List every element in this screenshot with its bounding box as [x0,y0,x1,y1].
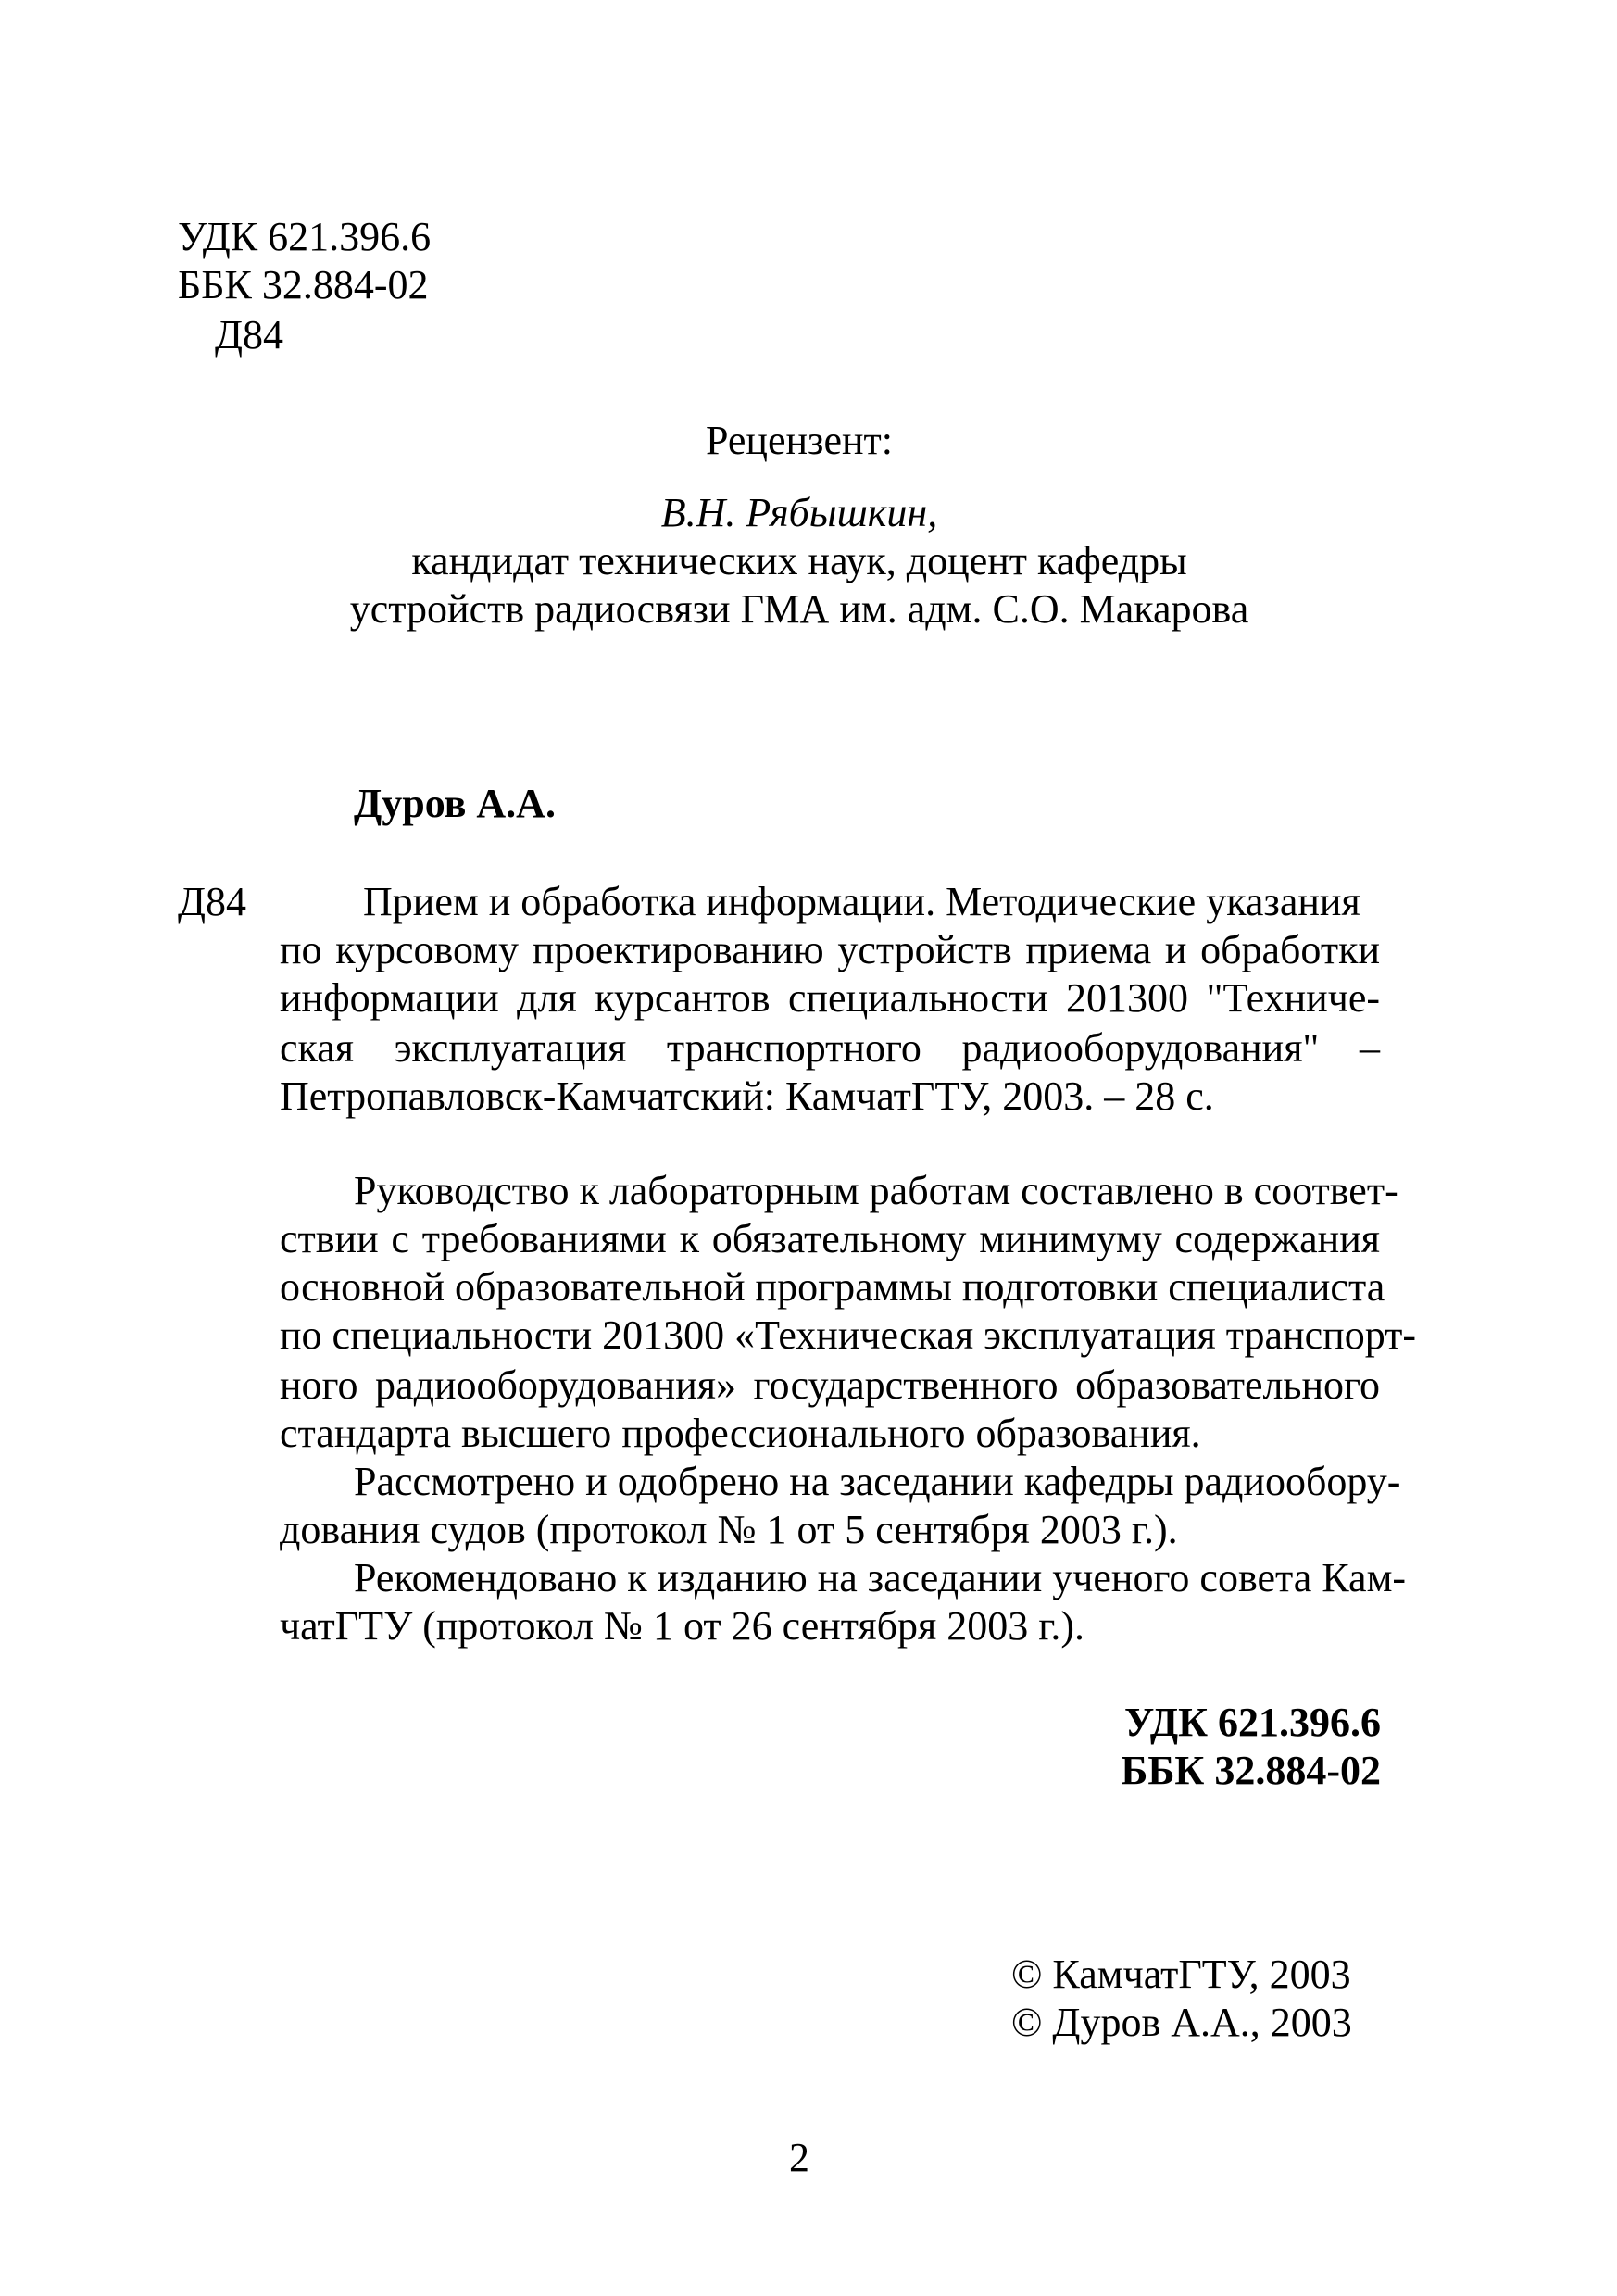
abstract-line: Рассмотрено и одобрено на заседании кафедры радиообору- [354,1459,1401,1504]
abstract-line: Руководство к лабораторным работам составлено в соответ- [354,1168,1398,1213]
abstract-line: ствии с требованиями к обязательному минимуму содержания [280,1216,1380,1261]
reviewer-line2: устройств радиосвязи ГМА им. адм. С.О. Макарова [349,586,1249,632]
header-bbk: ББК 32.884-02 [178,262,429,307]
bib-code: Д84 [178,879,247,924]
abstract-line: по специальности 201300 «Техническая эксплуатация транспорт- [280,1312,1416,1358]
bib-line: по курсовому проектированию устройств приема и обработки [280,927,1380,972]
bib-line: информации для курсантов специальности 201300 "Техниче- [280,975,1380,1021]
page-number: 2 [789,2135,809,2180]
header-code: Д84 [215,312,284,358]
reviewer-heading: Рецензент: [706,418,893,463]
abstract-line: ного радиооборудования» государственного образовательного [280,1362,1380,1408]
author-name: Дуров А.А. [354,781,556,826]
bib-line: Прием и обработка информации. Методические указания [363,879,1360,924]
abstract-line: основной образовательной программы подготовки специалиста [280,1264,1385,1310]
abstract-line: Рекомендовано к изданию на заседании ученого совета Кам- [354,1555,1407,1600]
reviewer-name: В.Н. Рябышкин, [660,490,938,535]
bib-line: Петропавловск-Камчатский: КамчатГТУ, 2003. – 28 с. [280,1073,1214,1119]
abstract-line: чатГТУ (протокол № 1 от 26 сентября 2003 г.). [280,1603,1085,1649]
classification-udk: УДК 621.396.6 [1123,1700,1381,1745]
bib-line: ская эксплуатация транспортного радиооборудования" – [280,1025,1380,1071]
reviewer-line1: кандидат технических наук, доцент кафедры [411,538,1187,583]
abstract-line: дования судов (протокол № 1 от 5 сентября 2003 г.). [280,1507,1178,1552]
copyright-line: © Дуров А.А., 2003 [1011,2000,1352,2045]
copyright-line: © КамчатГТУ, 2003 [1011,1951,1351,1997]
classification-bbk: ББК 32.884-02 [1121,1748,1381,1793]
header-udk: УДК 621.396.6 [178,214,432,259]
abstract-line: стандарта высшего профессионального образования. [280,1411,1201,1456]
